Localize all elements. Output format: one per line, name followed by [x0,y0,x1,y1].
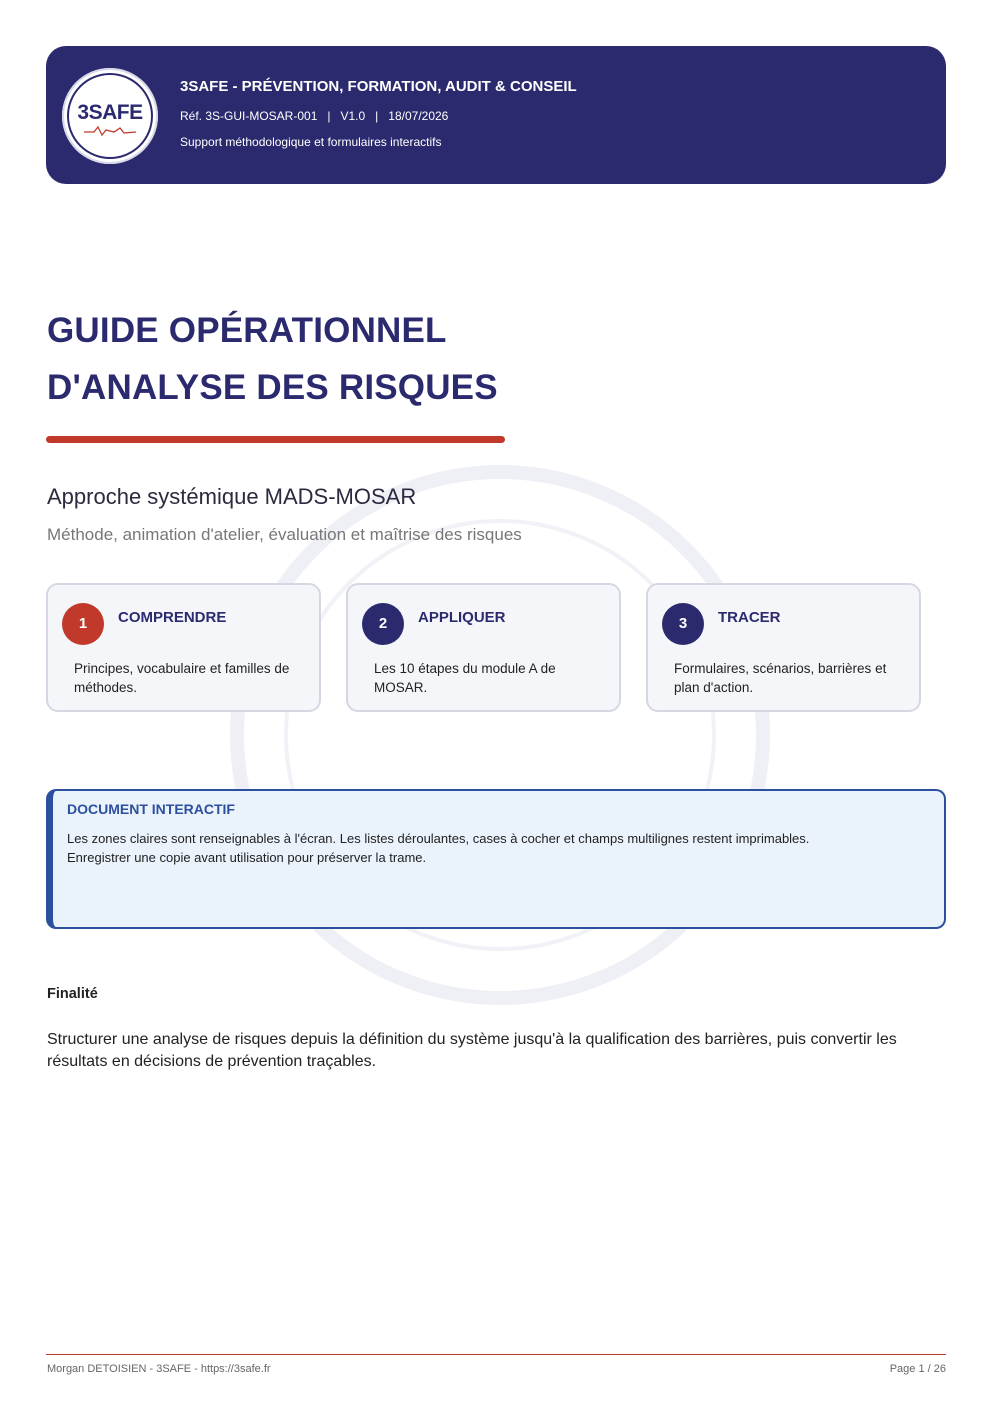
card-description: Principes, vocabulaire et familles de méthodes. [74,661,290,695]
document-subtitle: Approche systémique MADS-MOSAR [47,484,417,509]
card-description: Les 10 étapes du module A de MOSAR. [374,661,556,695]
notice-line-2: Enregistrer une copie avant utilisation pour préserver la trame. [67,850,427,865]
finalite-heading: Finalité [47,986,98,1002]
card-number-badge: 2 [362,603,404,645]
title-underline [46,436,505,443]
footer-page-number: Page 1 / 26 [889,1363,946,1375]
notice-text [67,829,927,867]
header-subtitle: Support méthodologique et formulaires interactifs [180,135,442,149]
document-title-line1: GUIDE OPÉRATIONNEL [47,311,447,350]
header-title: 3SAFE - PRÉVENTION, FORMATION, AUDIT & CONSEIL [180,78,577,95]
card-title: APPLIQUER [418,609,506,626]
notice-line-1: Les zones claires sont renseignables à l'écran. Les listes déroulantes, cases à cocher et champs multilignes restent imprimables. [67,831,810,846]
logo-heartbeat-icon [84,126,136,136]
header-reference: Réf. 3S-GUI-MOSAR-001 | V1.0 | 18/07/2026 [180,109,449,123]
card-tracer [646,583,921,712]
card-comprendre [46,583,321,712]
footer-author: Morgan DETOISIEN - 3SAFE - https://3safe.fr [47,1363,271,1375]
finalite-text: Structurer une analyse de risques depuis la définition du système jusqu'à la qualification des barrières, puis convertir les résultats en décisions de prévention traçables. [47,1031,897,1070]
card-appliquer [346,583,621,712]
document-tagline: Méthode, animation d'atelier, évaluation et maîtrise des risques [47,525,522,544]
interactive-document-notice [46,789,946,929]
card-number-badge: 1 [62,603,104,645]
notice-title: DOCUMENT INTERACTIF [67,801,235,817]
header-banner [46,46,946,184]
document-title-line2: D'ANALYSE DES RISQUES [47,368,498,407]
card-title: COMPRENDRE [118,609,227,626]
card-number-badge: 3 [662,603,704,645]
logo-text: 3SAFE [77,101,143,124]
company-logo [62,68,158,164]
footer-divider [46,1354,946,1355]
card-description: Formulaires, scénarios, barrières et plan d'action. [674,661,887,695]
card-title: TRACER [718,609,781,626]
